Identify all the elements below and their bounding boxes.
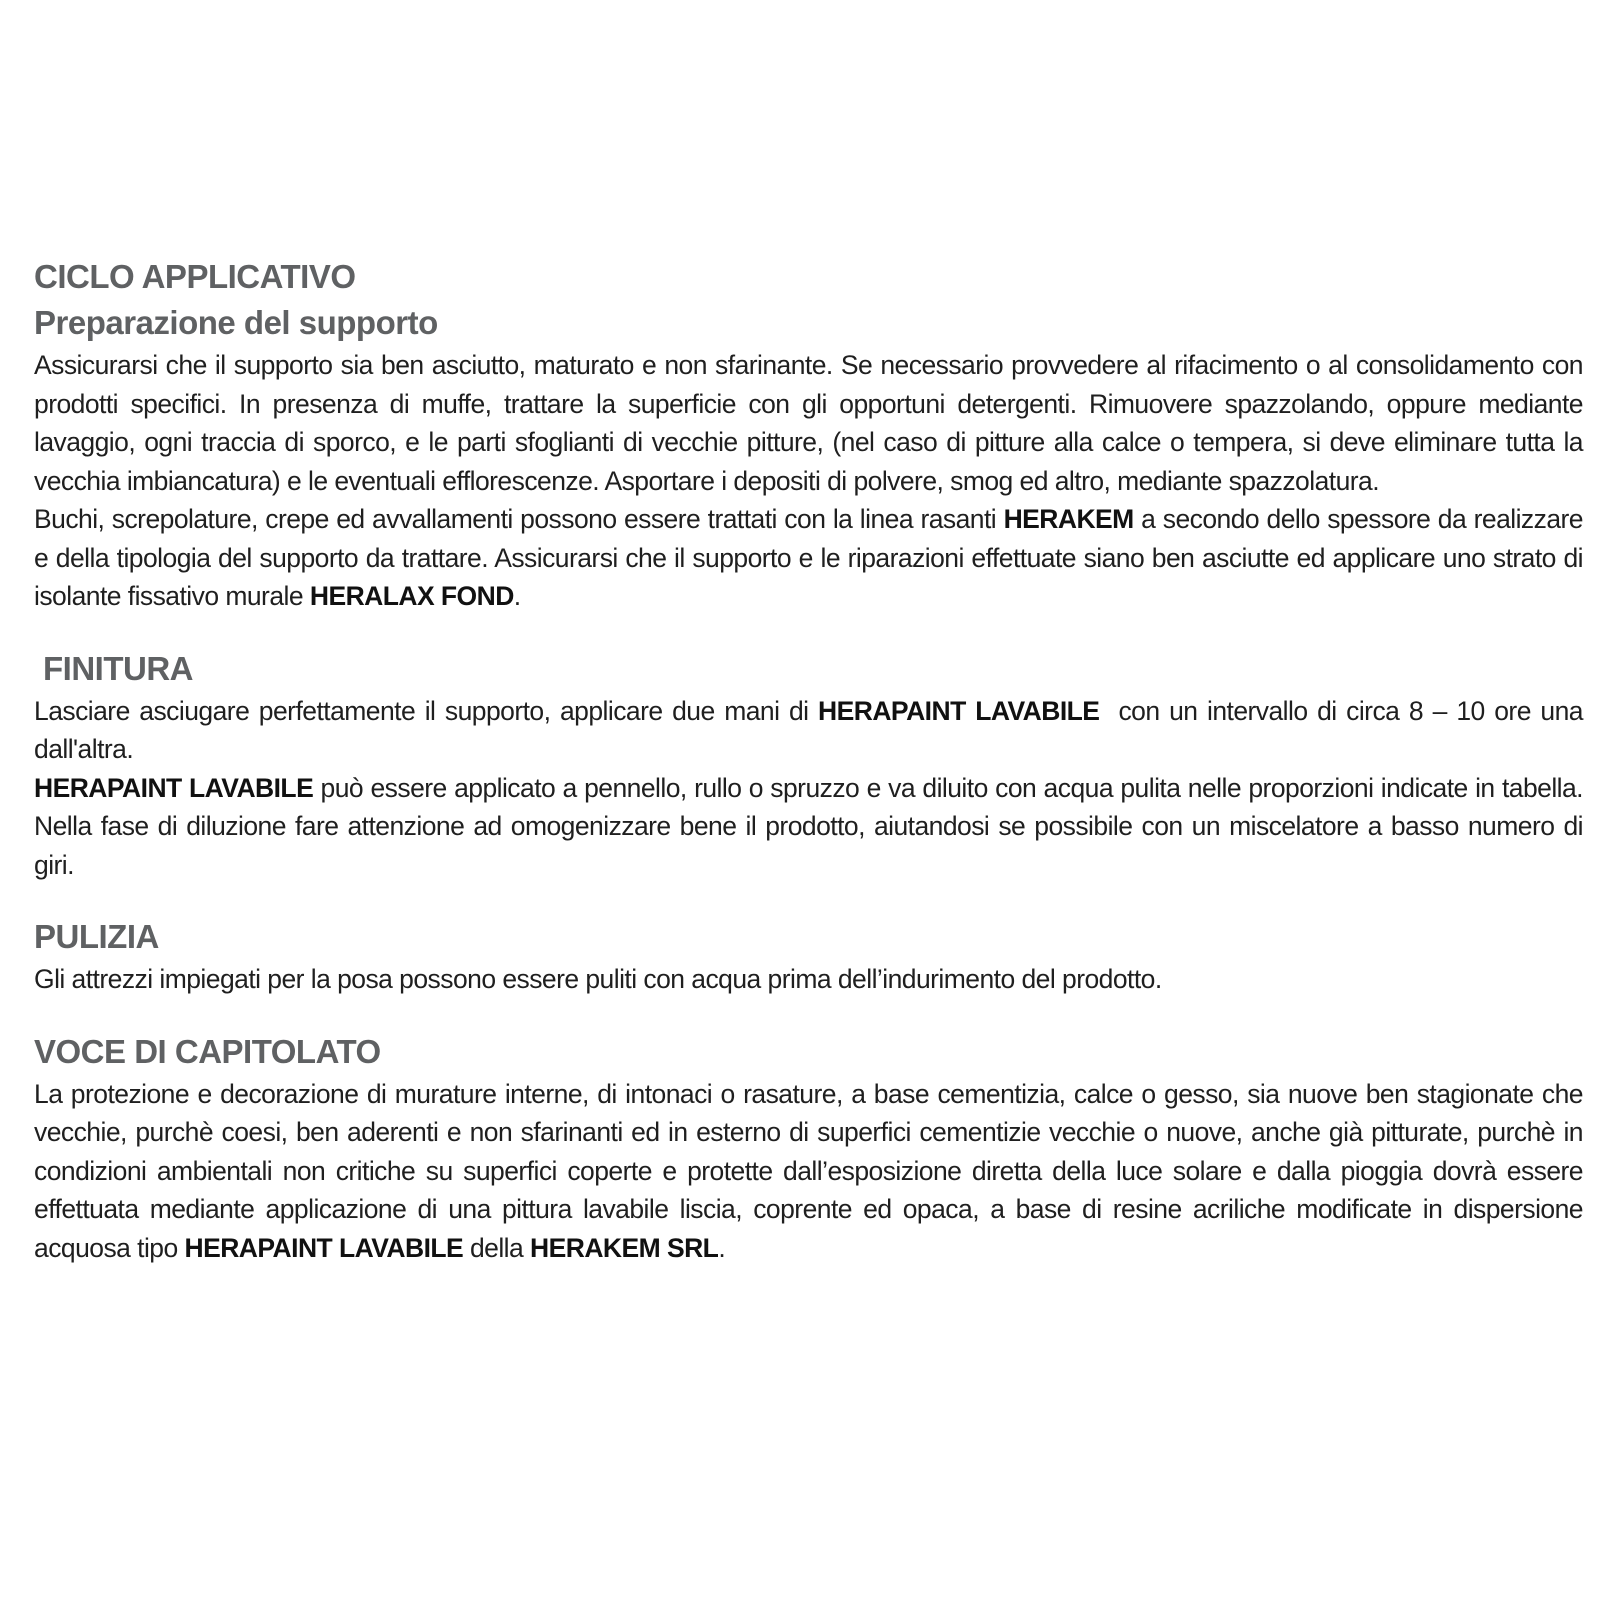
section-title-voce-di-capitolato: VOCE DI CAPITOLATO: [34, 1032, 381, 1070]
text-run: .: [513, 581, 521, 611]
section-title-ciclo-applicativo: CICLO APPLICATIVO: [34, 258, 356, 295]
document-page: [34, 254, 1590, 1267]
product-name-heralax-fond: HERALAX FOND: [309, 581, 514, 611]
paragraph-finitura-2: [34, 769, 1583, 885]
text-run: Buchi, screpolature, crepe ed avvallamenti possono essere trattati con la linea rasanti: [34, 504, 1004, 534]
text-run: della: [463, 1232, 531, 1263]
product-name-herakem: HERAKEM: [1003, 504, 1134, 534]
subsection-title-preparazione: Preparazione del supporto: [34, 304, 438, 341]
paragraph-preparazione-2: [34, 500, 1583, 616]
product-name-herapaint-lavabile: HERAPAINT LAVABILE: [818, 695, 1100, 726]
text-run: Lasciare asciugare perfettamente il supporto, applicare due mani di: [34, 695, 819, 726]
product-name-herapaint-lavabile: HERAPAINT LAVABILE: [34, 772, 314, 803]
text-run: a secondo dello spessore da realizzare e della tipologia del supporto da trattare. Assicurarsi che il supporto e le riparazioni effettuate siano ben asciutte ed applicare uno strato di isolante fissativo murale: [34, 504, 1583, 611]
company-name-herakem-srl: HERAKEM SRL: [530, 1232, 719, 1263]
section-title-finitura: FINITURA: [43, 649, 193, 687]
paragraph-pulizia: Gli attrezzi impiegati per la posa possono essere puliti con acqua prima dell’indurimento del prodotto.: [34, 964, 1162, 994]
paragraph-voce-di-capitolato: [34, 1075, 1583, 1268]
text-run: .: [718, 1232, 726, 1263]
product-name-herapaint-lavabile: HERAPAINT LAVABILE: [184, 1232, 464, 1263]
text-run: può essere applicato a pennello, rullo o spruzzo e va diluito con acqua pulita nelle proporzioni indicate in tabella. Nella fase di diluzione fare attenzione ad omogenizzare bene il prodotto, aiutandosi se possibile con un miscelatore a basso numero di giri.: [34, 772, 1583, 880]
paragraph-finitura-1: [34, 692, 1590, 769]
text-run: con un intervallo di circa 8 – 10 ore una dall'altra.: [34, 695, 1590, 764]
paragraph-preparazione-1: Assicurarsi che il supporto sia ben asciutto, maturato e non sfarinante. Se necessario provvedere al rifacimento o al consolidamento con prodotti specifici. In presenza di muffe, trattare la superficie con gli opportuni detergenti. Rimuovere spazzolando, oppure mediante lavaggio, ogni traccia di sporco, e le parti sfoglianti di vecchie pitture, (nel caso di pitture alla calce o tempera, si deve eliminare tutta la vecchia imbiancatura) e le eventuali efflorescenze. Asportare i depositi di polvere, smog ed altro, mediante spazzolatura.: [34, 350, 1583, 496]
section-title-pulizia: PULIZIA: [34, 918, 159, 955]
text-run: La protezione e decorazione di murature interne, di intonaci o rasature, a base cementizia, calce o gesso, sia nuove ben stagionate che vecchie, purchè coesi, ben aderenti e non sfarinanti ed in esterno di superfici cementizie vecchie o nuove, anche già pitturate, purchè in condizioni ambientali non critiche su superfici coperte e protette dall’esposizione diretta della luce solare e dalla pioggia dovrà essere effettuata mediante applicazione di una pittura lavabile liscia, coprente ed opaca, a base di resine acriliche modificate in dispersione acquosa tipo: [34, 1078, 1583, 1263]
